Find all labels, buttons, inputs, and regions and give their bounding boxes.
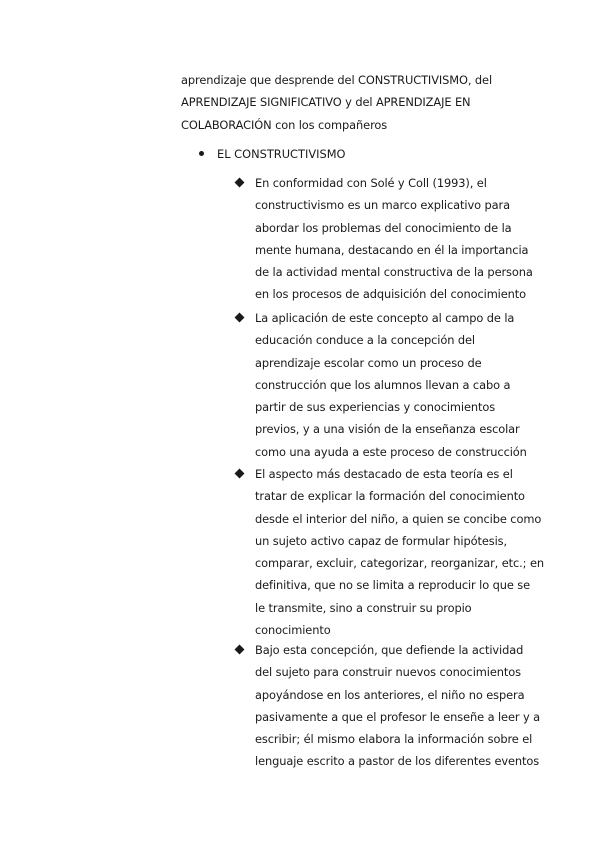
text-line: apoyándose en los anteriores, el niño no espera <box>255 687 525 702</box>
list-item-text <box>255 172 533 306</box>
intro-line: APRENDIZAJE SIGNIFICATIVO y del APRENDIZAJE EN <box>181 95 471 110</box>
list-item-text <box>255 307 527 463</box>
text-line: de la actividad mental constructiva de la persona <box>255 265 533 280</box>
text-line: constructivismo es un marco explicativo para <box>255 198 510 213</box>
text-line: comparar, excluir, categorizar, reorganizar, etc.; en <box>255 556 544 571</box>
text-line: aprendizaje escolar como un proceso de <box>255 355 482 370</box>
diamond-bullet-icon <box>235 178 245 188</box>
text-line: del sujeto para construir nuevos conocimientos <box>255 665 521 680</box>
text-line: definitiva, que no se limita a reproducir lo que se <box>255 578 531 593</box>
text-line: La aplicación de este concepto al campo de la <box>255 311 515 325</box>
text-line: previos, y a una visión de la enseñanza escolar <box>255 422 520 437</box>
diamond-bullet-icon <box>235 469 245 479</box>
section-bullet <box>199 143 346 165</box>
bullet-dot-icon <box>199 151 204 156</box>
text-line: lenguaje escrito a pastor de los diferentes eventos <box>255 754 540 769</box>
text-line: pasivamente a que el profesor le enseñe a leer y a <box>255 709 541 724</box>
text-line: educación conduce a la concepción del <box>255 333 475 348</box>
text-line: un sujeto activo capaz de formular hipótesis, <box>255 533 507 548</box>
intro-line: COLABORACIÓN con los compañeros <box>181 117 388 132</box>
diamond-bullet-icon <box>235 313 245 323</box>
text-line: tratar de explicar la formación del conocimiento <box>255 489 525 504</box>
intro-line: aprendizaje que desprende del CONSTRUCTIVISMO, del <box>181 73 493 87</box>
list-item-text <box>255 639 540 773</box>
section-heading: EL CONSTRUCTIVISMO <box>217 147 346 161</box>
text-line: Bajo esta concepción, que defiende la actividad <box>255 643 524 657</box>
diamond-bullet-icon <box>235 645 245 655</box>
text-line: escribir; él mismo elabora la información sobre el <box>255 732 533 747</box>
text-line: construcción que los alumnos llevan a cabo a <box>255 377 511 392</box>
text-line: en los procesos de adquisición del conocimiento <box>255 287 527 302</box>
list-item-text <box>255 463 544 641</box>
text-line: En conformidad con Solé y Coll (1993), el <box>255 176 487 190</box>
text-line: como una ayuda a este proceso de construcción <box>255 444 527 459</box>
text-line: abordar los problemas del conocimiento de la <box>255 220 512 235</box>
text-line: mente humana, destacando en él la importancia <box>255 242 529 257</box>
text-line: le transmite, sino a construir su propio <box>255 600 472 615</box>
text-line: conocimiento <box>255 623 331 638</box>
text-line: desde el interior del niño, a quien se concibe como <box>255 511 542 526</box>
text-line: El aspecto más destacado de esta teoría es el <box>255 467 513 481</box>
text-line: partir de sus experiencias y conocimientos <box>255 400 496 415</box>
intro-paragraph <box>181 69 521 136</box>
